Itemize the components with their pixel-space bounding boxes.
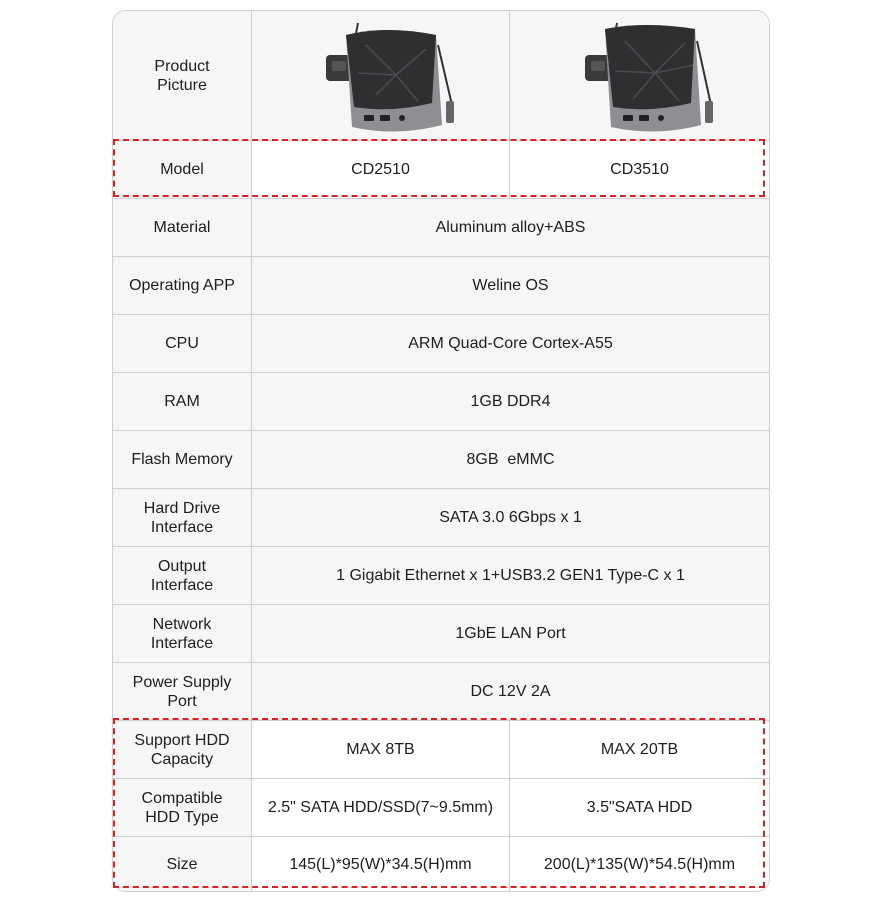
product-image-cd2510 xyxy=(252,11,510,141)
value-text: ARM Quad-Core Cortex-A55 xyxy=(408,335,613,352)
value-size-cd2510 xyxy=(252,837,510,891)
label-text: Material xyxy=(153,219,211,236)
label-flash-memory xyxy=(113,431,252,489)
label-text: Power Supply Port xyxy=(132,673,232,710)
label-network-interface xyxy=(113,605,252,663)
value-text: MAX 20TB xyxy=(600,741,679,758)
value-text: CD3510 xyxy=(610,161,669,178)
label-product-picture xyxy=(113,11,252,141)
label-material xyxy=(113,199,252,257)
label-compatible-hdd-type xyxy=(113,779,252,837)
value-flash-memory xyxy=(252,431,769,489)
value-material xyxy=(252,199,769,257)
value-model-cd2510 xyxy=(252,141,510,199)
product-image-cd3510 xyxy=(510,11,769,141)
value-cpu xyxy=(252,315,769,373)
value-ram xyxy=(252,373,769,431)
nas-device-image xyxy=(306,15,456,137)
value-network-interface xyxy=(252,605,769,663)
label-text: CPU xyxy=(165,335,199,352)
label-text: Hard Drive Interface xyxy=(143,499,221,536)
value-operating-app xyxy=(252,257,769,315)
label-text: Operating APP xyxy=(129,277,235,294)
value-hdd-type-cd2510 xyxy=(252,779,510,837)
value-text: DC 12V 2A xyxy=(470,683,551,700)
label-size xyxy=(113,837,252,891)
label-support-hdd-capacity xyxy=(113,721,252,779)
label-text: RAM xyxy=(164,393,200,410)
value-text: 1GbE LAN Port xyxy=(455,625,566,642)
label-cpu xyxy=(113,315,252,373)
spec-table xyxy=(112,10,770,892)
value-power-supply-port xyxy=(252,663,769,721)
label-text: Size xyxy=(166,855,198,873)
value-text: Weline OS xyxy=(472,277,549,294)
value-text: 200(L)*135(W)*54.5(H)mm xyxy=(543,855,736,873)
nas-device-image xyxy=(565,15,715,137)
label-power-supply-port xyxy=(113,663,252,721)
label-text: Output Interface xyxy=(150,557,214,594)
value-text: 1 Gigabit Ethernet x 1+USB3.2 GEN1 Type-C x 1 xyxy=(336,567,685,584)
label-model xyxy=(113,141,252,199)
value-text: CD2510 xyxy=(351,161,410,178)
value-size-cd3510 xyxy=(510,837,769,891)
value-hard-drive-interface xyxy=(252,489,769,547)
value-capacity-cd3510 xyxy=(510,721,769,779)
label-ram xyxy=(113,373,252,431)
label-text: Flash Memory xyxy=(131,451,233,468)
label-text: Network Interface xyxy=(150,615,214,652)
label-text: Compatible HDD Type xyxy=(141,789,223,826)
value-text: 2.5" SATA HDD/SSD(7~9.5mm) xyxy=(267,799,494,816)
value-hdd-type-cd3510 xyxy=(510,779,769,837)
label-text: Product Picture xyxy=(154,57,210,94)
label-output-interface xyxy=(113,547,252,605)
label-hard-drive-interface xyxy=(113,489,252,547)
value-capacity-cd2510 xyxy=(252,721,510,779)
value-text: 145(L)*95(W)*34.5(H)mm xyxy=(289,855,472,873)
label-operating-app xyxy=(113,257,252,315)
value-model-cd3510 xyxy=(510,141,769,199)
value-text: 3.5"SATA HDD xyxy=(586,799,693,816)
value-text: 8GB eMMC xyxy=(466,451,555,468)
label-text: Support HDD Capacity xyxy=(134,731,230,768)
value-text: Aluminum alloy+ABS xyxy=(435,219,586,236)
label-text: Model xyxy=(160,161,204,178)
value-output-interface xyxy=(252,547,769,605)
value-text: MAX 8TB xyxy=(346,741,415,758)
value-text: 1GB DDR4 xyxy=(470,393,551,410)
value-text: SATA 3.0 6Gbps x 1 xyxy=(439,509,582,526)
